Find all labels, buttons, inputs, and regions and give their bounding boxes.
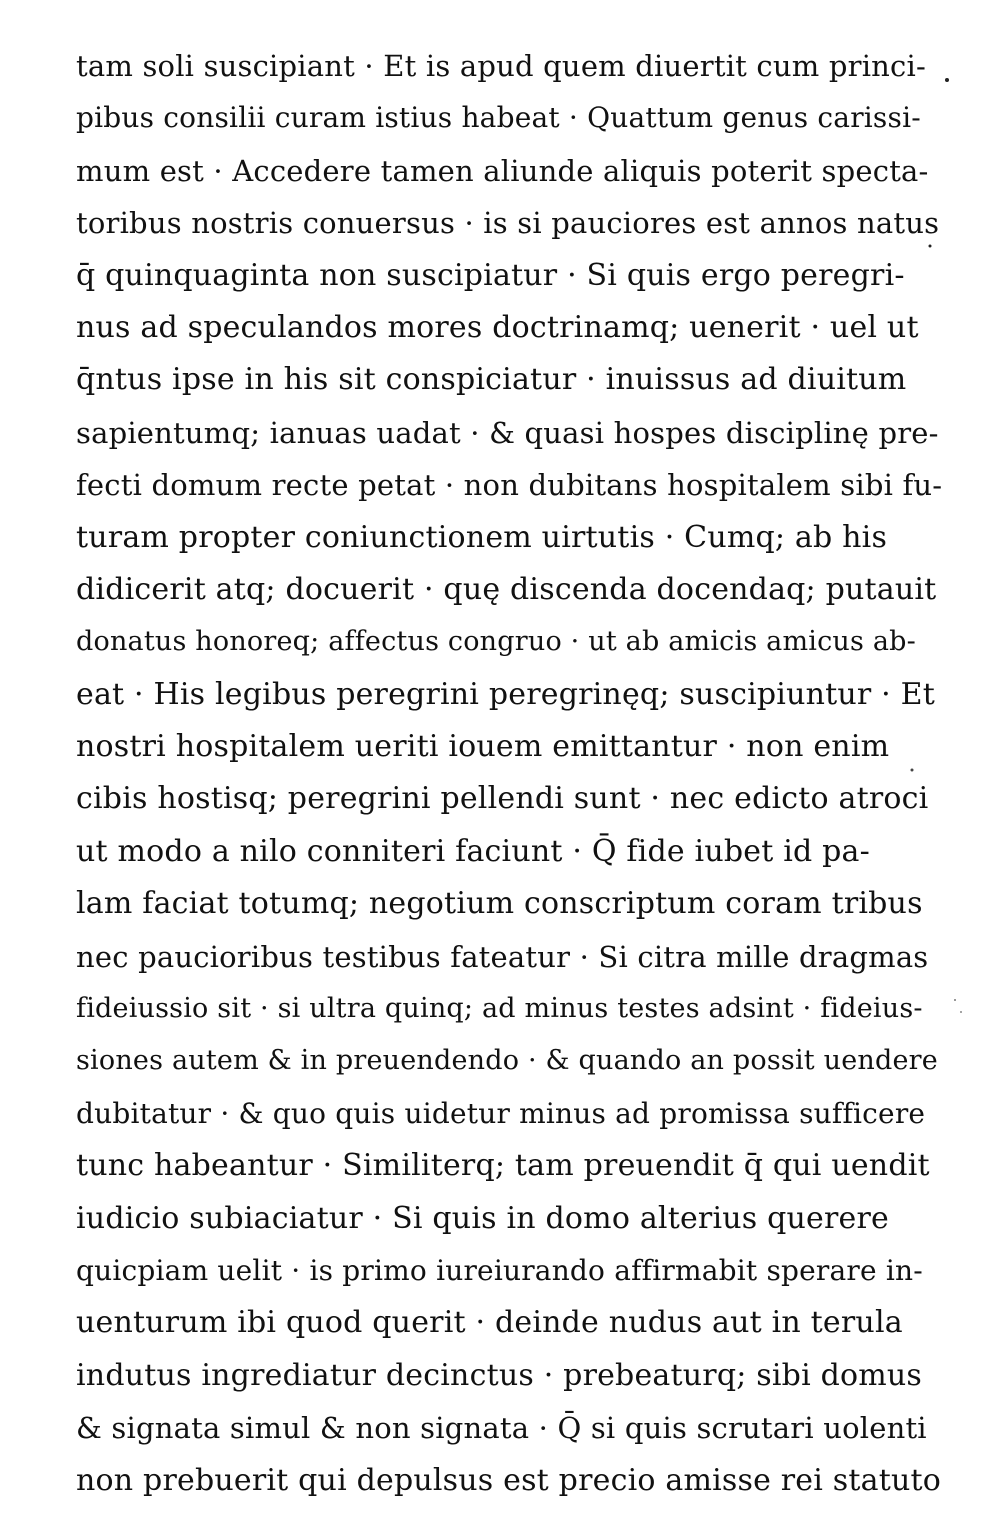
- text-line-18: nec paucioribus testibus fateatur · Si citra mille dragmas: [76, 939, 929, 974]
- text-line-11: didicerit atq; docuerit · quę discenda docendaq; putauit: [76, 571, 937, 607]
- scan-speck: [954, 999, 956, 1001]
- text-line-19: fideiussio sit · si ultra quinq; ad minus testes adsint · fideius-: [76, 993, 923, 1025]
- text-line-13: eat · His legibus peregrini peregrinęq; suscipiuntur · Et: [76, 676, 935, 712]
- text-line-3: mum est · Accedere tamen aliunde aliquis poterit specta-: [76, 153, 929, 188]
- scan-speck: [960, 1011, 962, 1013]
- text-line-14: nostri hospitalem ueriti iouem emittantur · non enim: [76, 729, 890, 765]
- text-line-10: turam propter coniunctionem uirtutis · Cumq; ab his: [76, 519, 888, 555]
- text-line-4: toribus nostris conuersus · is si pauciores est annos natus: [76, 206, 940, 241]
- text-line-24: quicpiam uelit · is primo iureiurando affirmabit sperare in-: [76, 1253, 923, 1287]
- text-line-1: tam soli suscipiant · Et is apud quem diuertit cum princi-: [76, 49, 926, 83]
- text-line-27: & signata simul & non signata · Q̄ si quis scrutari uolenti: [76, 1411, 927, 1446]
- text-line-15: cibis hostisq; peregrini pellendi sunt · nec edicto atroci: [76, 781, 929, 817]
- text-line-9: fecti domum recte petat · non dubitans hospitalem sibi fu-: [76, 468, 943, 503]
- text-line-20: siones autem & in preuendendo · & quando an possit uendere: [76, 1045, 938, 1077]
- text-line-8: sapientumq; ianuas uadat · & quasi hospes disciplinę pre-: [76, 415, 939, 450]
- text-line-5: q̄ quinquaginta non suscipiatur · Si quis ergo peregri-: [76, 257, 905, 293]
- text-line-25: uenturum ibi quod querit · deinde nudus aut in terula: [76, 1305, 903, 1341]
- text-line-2: pibus consilii curam istius habeat · Quattum genus carissi-: [76, 101, 921, 135]
- text-line-17: lam faciat totumq; negotium conscriptum coram tribus: [76, 886, 923, 922]
- text-line-12: donatus honoreq; affectus congruo · ut ab amicis amicus ab-: [76, 626, 916, 658]
- text-line-26: indutus ingrediatur decinctus · prebeaturq; sibi domus: [76, 1357, 923, 1393]
- manuscript-text: [76, 40, 946, 1507]
- text-line-7: q̄ntus ipse in his sit conspiciatur · inuissus ad diuitum: [76, 362, 907, 398]
- text-line-22: tunc habeantur · Similiterq; tam preuendit q̄ qui uendit: [76, 1148, 930, 1184]
- text-line-23: iudicio subiaciatur · Si quis in domo alterius querere: [76, 1200, 889, 1236]
- text-line-16: ut modo a nilo conniteri faciunt · Q̄ fide iubet id pa-: [76, 833, 870, 869]
- text-line-6: nus ad speculandos mores doctrinamq; uenerit · uel ut: [76, 309, 919, 345]
- text-line-21: dubitatur · & quo quis uidetur minus ad promissa sufficere: [76, 1096, 926, 1130]
- text-line-28: non prebuerit qui depulsus est precio amisse rei statuto: [76, 1462, 942, 1498]
